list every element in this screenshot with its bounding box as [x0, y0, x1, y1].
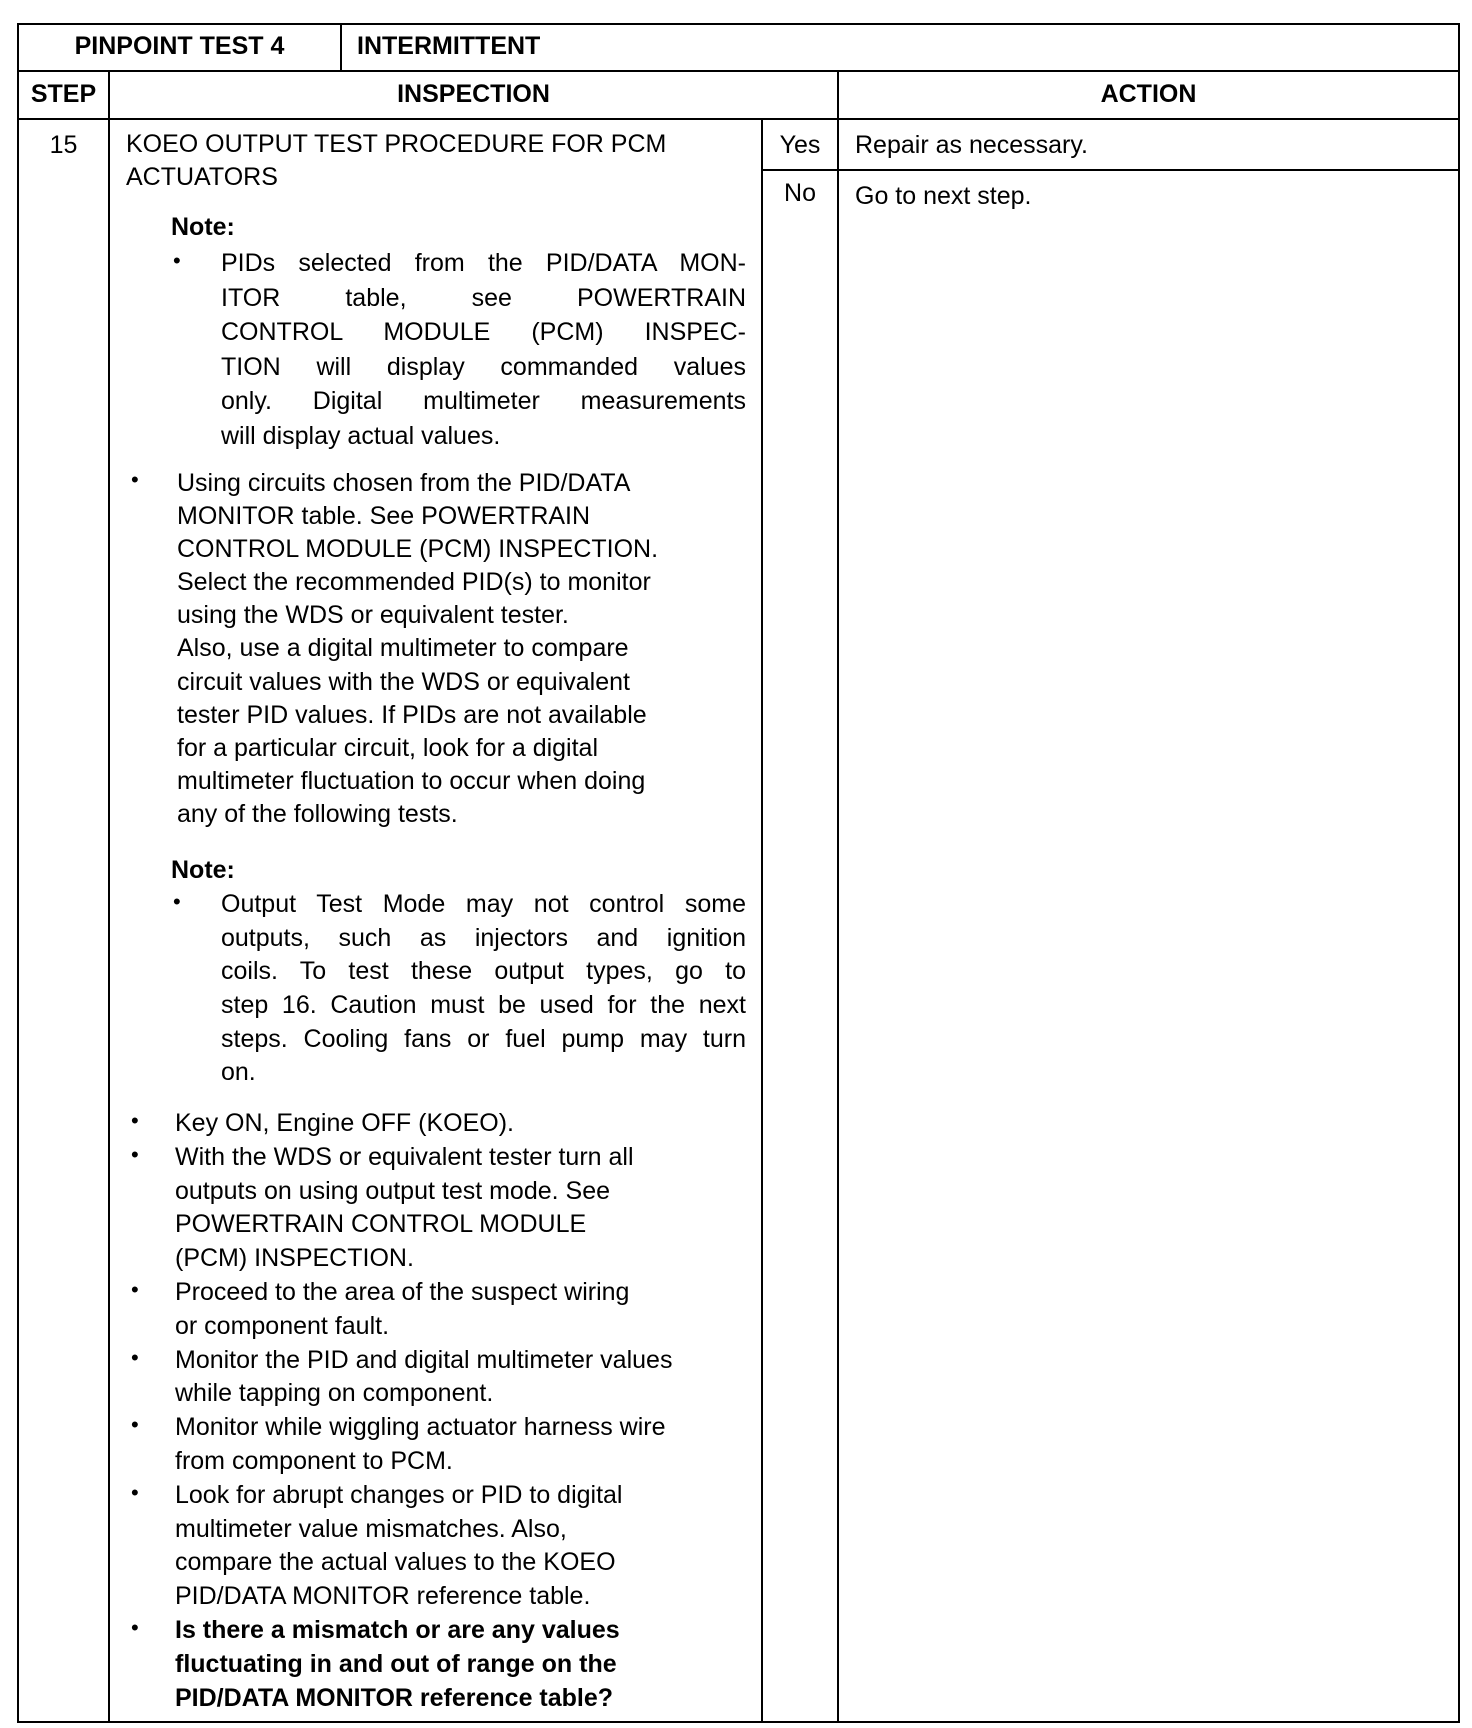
text-line: coils. To test these output types, go to — [221, 957, 746, 986]
note-bullet — [221, 888, 746, 1090]
bullet-icon: • — [131, 467, 139, 492]
text-line: step 16. Caution must be used for the next — [221, 991, 746, 1020]
text-line: PID/DATA MONITOR reference table? — [175, 1683, 614, 1712]
bullet-icon: • — [173, 248, 181, 273]
text-line: Also, use a digital multimeter to compare — [177, 634, 629, 663]
text-line: ITOR table, see POWERTRAIN — [221, 283, 746, 312]
step-title — [126, 128, 666, 194]
text-line: POWERTRAIN CONTROL MODULE — [175, 1210, 587, 1239]
bullet-item — [175, 1276, 629, 1344]
text-line: CONTROL MODULE (PCM) INSPEC- — [221, 318, 746, 347]
bullet-item — [175, 1411, 666, 1479]
text-line: only. Digital multimeter measurements — [221, 387, 746, 416]
text-line: outputs, such as injectors and ignition — [221, 923, 746, 952]
text-line: compare the actual values to the KOEO — [175, 1548, 616, 1577]
note-label — [171, 210, 235, 244]
text-line: or component fault. — [175, 1311, 390, 1340]
border-bottom — [17, 1721, 1460, 1723]
text-line: while tapping on component. — [175, 1379, 494, 1408]
bullet-item — [175, 1479, 623, 1614]
column-header-action: ACTION — [1100, 80, 1197, 108]
yes-label: Yes — [779, 131, 821, 159]
text-line: Using circuits chosen from the PID/DATA — [177, 469, 631, 497]
yes-row-bottom — [761, 169, 1459, 171]
bullet-icon: • — [173, 889, 181, 914]
bullet-item — [177, 467, 658, 831]
action-col-divider — [837, 70, 839, 1722]
text-line: using the WDS or equivalent tester. — [177, 601, 569, 630]
text-line: PIDs selected from the PID/DATA MON- — [221, 249, 746, 277]
text-line: CONTROL MODULE (PCM) INSPECTION. — [177, 535, 659, 564]
pinpoint-test-label: PINPOINT TEST 4 — [74, 32, 285, 60]
text-line: TION will display commanded values — [221, 352, 746, 381]
text-line: With the WDS or equivalent tester turn all — [175, 1142, 634, 1171]
text-line: Key ON, Engine OFF (KOEO). — [175, 1109, 514, 1137]
text-line: PID/DATA MONITOR reference table. — [175, 1582, 591, 1611]
bullet-icon: • — [131, 1412, 139, 1438]
bullet-icon: • — [131, 1277, 139, 1302]
bullet-icon: • — [131, 1108, 139, 1133]
text-line: from component to PCM. — [175, 1446, 453, 1475]
bullet-item — [175, 1344, 672, 1412]
bullet-item — [175, 1141, 634, 1276]
text-line: Is there a mismatch or are any values — [175, 1616, 620, 1644]
text-line: tester PID values. If PIDs are not available — [177, 700, 647, 729]
text-line: Monitor the PID and digital multimeter values — [175, 1345, 673, 1374]
text-line: (PCM) INSPECTION. — [175, 1244, 414, 1273]
text-line: Monitor while wiggling actuator harness wire — [175, 1413, 666, 1442]
text-line: for a particular circuit, look for a digital — [177, 733, 599, 762]
no-action: Go to next step. — [855, 182, 1032, 210]
note-label — [171, 853, 235, 887]
text-line: Proceed to the area of the suspect wiring — [175, 1278, 630, 1306]
text-line: outputs on using output test mode. See — [175, 1176, 611, 1205]
no-label: No — [784, 179, 816, 207]
text-line: Note: — [171, 213, 235, 241]
text-line: steps. Cooling fans or fuel pump may turn — [221, 1024, 746, 1053]
text-line: any of the following tests. — [177, 799, 458, 828]
border-right — [1458, 23, 1460, 1723]
text-line: multimeter value mismatches. Also, — [175, 1514, 567, 1543]
text-line: ACTUATORS — [126, 163, 278, 191]
inspection-col-divider — [761, 118, 763, 1722]
text-line: Look for abrupt changes or PID to digital — [175, 1480, 623, 1509]
text-line: fluctuating in and out of range on the — [175, 1649, 617, 1678]
bullet-icon: • — [131, 1615, 139, 1640]
text-line: Output Test Mode may not control some — [221, 890, 746, 918]
text-line: MONITOR table. See POWERTRAIN — [177, 502, 591, 531]
border-left — [17, 23, 19, 1723]
text-line: on. — [221, 1058, 256, 1087]
text-line: will display actual values. — [221, 421, 501, 450]
yes-action: Repair as necessary. — [855, 131, 1088, 159]
bullet-icon: • — [131, 1479, 139, 1505]
border-top — [17, 23, 1460, 25]
column-header-inspection: INSPECTION — [397, 80, 550, 108]
bullet-item — [175, 1614, 620, 1715]
header-divider — [340, 23, 342, 71]
bullet-item — [175, 1107, 514, 1141]
row2-bottom — [17, 118, 1460, 120]
bullet-icon: • — [131, 1141, 139, 1167]
text-line: multimeter fluctuation to occur when doing — [177, 766, 646, 795]
pinpoint-test-title: INTERMITTENT — [357, 32, 541, 60]
column-header-step: STEP — [30, 80, 97, 108]
step-col-divider — [108, 70, 110, 1722]
note-bullet — [221, 246, 746, 454]
text-line: Select the recommended PID(s) to monitor — [177, 568, 651, 597]
text-line: circuit values with the WDS or equivalent — [177, 667, 630, 696]
row1-bottom — [17, 70, 1460, 72]
bullet-icon: • — [131, 1344, 139, 1370]
step-number: 15 — [49, 131, 78, 159]
text-line: KOEO OUTPUT TEST PROCEDURE FOR PCM — [126, 130, 667, 158]
text-line: Note: — [171, 856, 235, 884]
